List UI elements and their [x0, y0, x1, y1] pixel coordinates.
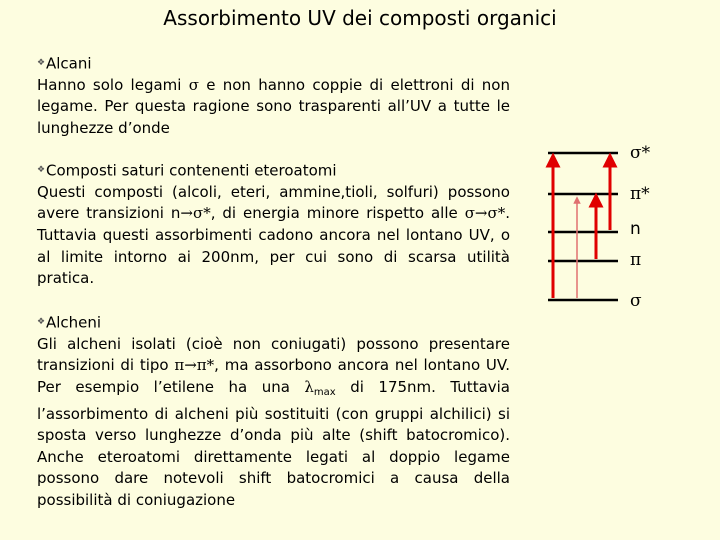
section-heading: Alcani	[46, 54, 92, 73]
diamond-bullet-icon: ❖	[37, 317, 46, 327]
diamond-bullet-icon: ❖	[37, 58, 46, 68]
section-heading: Composti saturi contenenti eteroatomi	[46, 161, 337, 180]
level-label-sigma-star: σ*	[630, 143, 651, 163]
energy-level-diagram	[540, 140, 620, 314]
diamond-bullet-icon: ❖	[37, 165, 46, 175]
section-paragraph: Gli alcheni isolati (cioè non coniugati) possono presentare transizioni di tipo π→π*, ma assorbono ancora nel lontano UV. Per esempio l’etilene ha una $\lambda_{max}$ di 175nm. Tuttavia l’assorbimento di alcheni più sostituiti (con gruppi alchilici) si sposta verso lunghezze d’onda più alte (shift batocromico). Anche eteroatomi direttamente legati al doppio legame possono dare notevoli shift batocromici a causa della possibilità di coniugazione	[37, 334, 511, 510]
level-label-pi-star: π*	[630, 184, 650, 204]
page-title: Assorbimento UV dei composti organici	[163, 6, 557, 30]
section-eteroatomi	[37, 160, 510, 290]
section-paragraph: Hanno solo legami σ e non hanno coppie di elettroni di non legame. Per questa ragione sono trasparenti all’UV a tutte le lunghezze d’onde	[37, 75, 510, 138]
section-alcani	[37, 53, 510, 140]
level-label-pi: π	[630, 250, 642, 270]
energy-level-svg	[540, 140, 620, 310]
level-label-sigma: σ	[630, 291, 642, 311]
section-heading: Alcheni	[46, 313, 102, 332]
section-paragraph: Questi composti (alcoli, eteri, ammine,tioli, solfuri) possono avere transizioni n→σ*, di energia minore rispetto alle σ→σ*. Tuttavia questi assorbimenti cadono ancora nel lontano UV, o al limite intorno ai 200nm, per cui sono di scarsa utilità pratica.	[37, 182, 511, 288]
level-label-n: n	[630, 219, 641, 239]
section-alcheni	[37, 312, 510, 512]
